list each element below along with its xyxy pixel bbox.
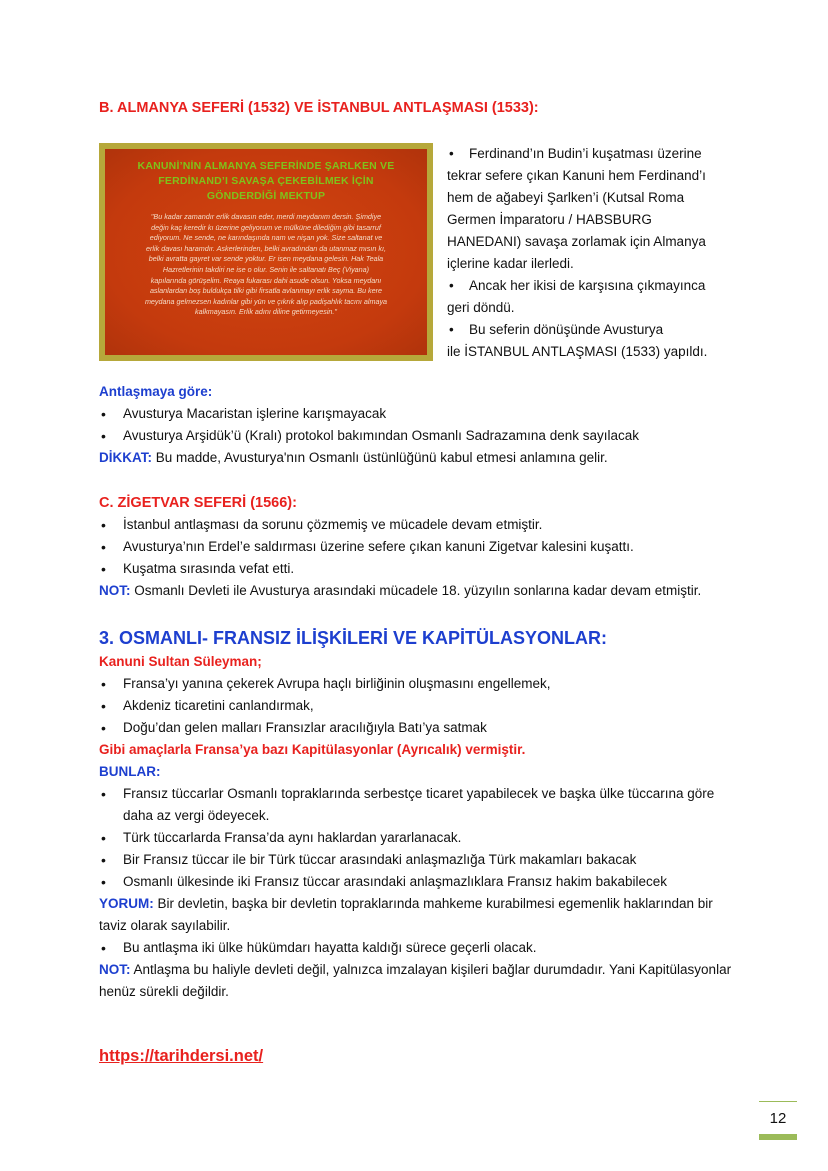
- dikkat-label: DİKKAT:: [99, 450, 152, 465]
- list-item: • Doğu’dan gelen malları Fransızlar aracılığıyla Batı’ya satmak: [99, 717, 739, 739]
- banner-quote-line: kapılarında görüşelim. Reaya fukarası dahi asude olsun. Yoksa meydanı: [150, 275, 382, 285]
- list-item: • İstanbul antlaşması da sorunu çözmemiş ve mücadele devam etmiştir.: [99, 514, 749, 536]
- section-c: [99, 492, 749, 602]
- banner-title: [105, 159, 427, 204]
- banner-title-line: FERDİNAND’I SAVAŞA ÇEKEBİLMEK İÇİN: [158, 175, 374, 187]
- list-item: • Bir Fransız tüccar ile bir Türk tüccar arasındaki anlaşmazlığa Türk makamları bakacak: [99, 849, 739, 871]
- right-line: HANEDANI) savaşa zorlamak için Almanya: [447, 234, 706, 249]
- validity-list: [99, 937, 739, 959]
- banner-quote-line: belki avratta gayret var sende yoktur. Er isen meydana gelesin. Hak Teala: [148, 254, 384, 264]
- right-line: geri döndü.: [447, 300, 515, 315]
- yorum-text: Bir devletin, başka bir devletin topraklarında mahkeme kurabilmesi egemenlik haklarından bir taviz olarak sayılabilir.: [99, 896, 713, 933]
- list-item: • Akdeniz ticaretini canlandırmak,: [99, 695, 739, 717]
- list-item: • Avusturya’nın Erdel’e saldırması üzerine sefere çıkan kanuni Zigetvar kalesini kuşattı.: [99, 536, 749, 558]
- list-item: • Kuşatma sırasında vefat etti.: [99, 558, 749, 580]
- section-c-note: [99, 580, 749, 602]
- aims-result: Gibi amaçlarla Fransa’ya bazı Kapitülasyonlar (Ayrıcalık) vermiştir.: [99, 742, 526, 757]
- yorum-note: [99, 893, 739, 937]
- banner-quote-line: değin kaç keredir kı üzerine geliyorum ve mülkünе dilediğim gibi tasarruf: [151, 222, 381, 232]
- section-c-list: [99, 514, 749, 580]
- letter-banner-image: [99, 143, 433, 361]
- right-line: ile İSTANBUL ANTLAŞMASI (1533) yapıldı.: [447, 344, 708, 359]
- list-item: • Avusturya Macaristan işlerine karışmayacak: [99, 403, 739, 425]
- dikkat-text: Bu madde, Avusturya'nın Osmanlı üstünlüğünü kabul etmesi anlamına gelir.: [152, 450, 608, 465]
- bunlar-label: BUNLAR:: [99, 764, 161, 779]
- right-line: tekrar sefere çıkan Kanuni hem Ferdinand’ı: [447, 168, 706, 183]
- not-label: NOT:: [99, 962, 131, 977]
- list-item: • Bu antlaşma iki ülke hükümdarı hayatta kaldığı sürece geçerli olacak.: [99, 937, 739, 959]
- right-line: • Ancak her ikisi de karşısına çıkmayınca: [447, 275, 747, 297]
- banner-quote-line: Hazretlerinin takdiri ne ise o olur. Senin ile saltanatı Beç (Viyana): [162, 264, 370, 274]
- section-b-right-text: [447, 143, 747, 363]
- banner-quote-line: "Bu kadar zamandır erlik davasın eder, merdi meydanım dersin. Şimdiye: [150, 212, 382, 221]
- banner-title-line: KANUNİ’NİN ALMANYA SEFERİNDE ŞARLKEN VE: [137, 160, 395, 172]
- banner-quote-line: erlik davası haramdır. Askerlerinden, belki avradından da utanmaz mısın kı,: [146, 243, 386, 253]
- banner-quote-line: ediyorum. Ne sende, ne karındaşında nam ve nişan yok. Size saltanat ve: [149, 233, 383, 243]
- website-link[interactable]: https://tarihdersi.net/: [99, 1047, 264, 1065]
- banner-quote-line: aslanlardan boş buldukça tilki gibi firsatla avlanmayı erlik sayma. Bu kere: [149, 286, 383, 296]
- section-3: [99, 625, 739, 1003]
- list-item: • Avusturya Arşidük’ü (Kralı) protokol bakımından Osmanlı Sadrazamına denk sayılacak: [99, 425, 739, 447]
- aims-list: [99, 673, 739, 739]
- banner-quote-line: kalkmayasın. Erlik adını diline getirmeyesin.": [195, 307, 337, 317]
- not-text: Antlaşma bu haliyle devleti değil, yalnızca imzalayan kişileri bağlar durumdadır. Yani Kapitülasyonlar henüz sürekli değildir.: [99, 962, 732, 999]
- right-line: • Ferdinand’ın Budin’i kuşatması üzerine: [447, 143, 747, 165]
- agreement-list: [99, 403, 739, 447]
- section-3-title: 3. OSMANLI- FRANSIZ İLİŞKİLERİ VE KAPİTÜLASYONLAR:: [99, 628, 608, 648]
- bunlar-list: [99, 783, 739, 893]
- dikkat-note: [99, 447, 739, 469]
- agreement-label: Antlaşmaya göre:: [99, 384, 213, 399]
- right-line: içlerine kadar ilerledi.: [447, 256, 574, 271]
- right-line: • Bu seferin dönüşünde Avusturya: [447, 319, 747, 341]
- banner-quote-line: meydana gelmezsen kadınlar gibi yün ve çıkrık alıp padişahlık tacını almaya: [144, 296, 388, 306]
- right-line: hem de ağabeyi Şarlken’i (Kutsal Roma: [447, 190, 685, 205]
- not-text: Osmanlı Devleti ile Avusturya arasındaki mücadele 18. yüzyılın sonlarına kadar devam etmiştir.: [130, 583, 702, 598]
- not-label: NOT:: [99, 583, 131, 598]
- right-line: Germen İmparatoru / HABSBURG: [447, 212, 652, 227]
- section-b-title: B. ALMANYA SEFERİ (1532) VE İSTANBUL ANTLAŞMASI (1533):: [99, 100, 539, 116]
- page-number-bar: [759, 1134, 797, 1140]
- agreement-block: [99, 381, 739, 469]
- list-item: • Türk tüccarlarda Fransa’da aynı haklardan yararlanacak.: [99, 827, 739, 849]
- section-3-note: [99, 959, 739, 1003]
- section-3-intro: Kanuni Sultan Süleyman;: [99, 654, 262, 669]
- banner-title-line: GÖNDERDİĞİ MEKTUP: [206, 190, 326, 202]
- yorum-label: YORUM:: [99, 896, 154, 911]
- banner-quote: [105, 212, 427, 318]
- section-c-title: C. ZİGETVAR SEFERİ (1566):: [99, 495, 297, 511]
- list-item: • Osmanlı ülkesinde iki Fransız tüccar arasındaki anlaşmazlıklara Fransız hakim bakabilecek: [99, 871, 739, 893]
- list-item: • Fransız tüccarlar Osmanlı topraklarında serbestçe ticaret yapabilecek ve başka ülke tüccarına göre daha az vergi ödeyecek.: [99, 783, 739, 827]
- list-item: • Fransa’yı yanına çekerek Avrupa haçlı birliğinin oluşmasını engellemek,: [99, 673, 739, 695]
- page-number-box: [759, 1101, 797, 1140]
- page-number: 12: [769, 1110, 787, 1127]
